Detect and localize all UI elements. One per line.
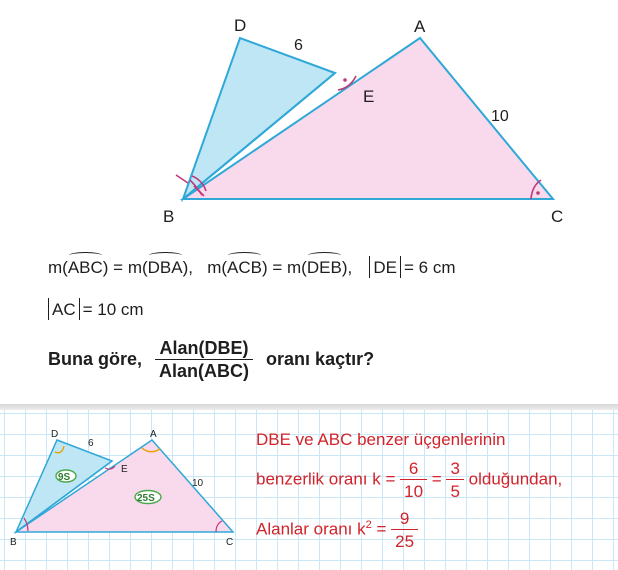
ratio-num-1: 6 bbox=[408, 459, 419, 478]
area-small-text: 9S bbox=[58, 472, 71, 483]
solution-label-e: E bbox=[121, 464, 128, 475]
text-close1: ), bbox=[182, 258, 194, 277]
ratio-fraction-2 bbox=[446, 458, 463, 502]
angle-deb: DEB bbox=[306, 258, 342, 277]
solution-label-ac: 10 bbox=[192, 478, 204, 489]
label-c: C bbox=[551, 207, 564, 226]
text-m2: m( bbox=[207, 258, 228, 277]
area-ratio-den: 25 bbox=[391, 529, 418, 552]
solution-k-label: benzerlik oranı k = bbox=[256, 469, 396, 489]
ratio-fraction-1 bbox=[400, 458, 427, 502]
question-suffix: oranı kaçtır? bbox=[266, 348, 375, 369]
text-eq1: ) = m( bbox=[102, 258, 148, 277]
label-b: B bbox=[163, 207, 175, 226]
ratio-den-1: 10 bbox=[400, 479, 427, 502]
label-de-length: 6 bbox=[294, 37, 303, 54]
area-ratio-equals: = bbox=[371, 519, 387, 539]
question-numerator: Alan(DBE) bbox=[159, 338, 249, 358]
angle-abc: ABC bbox=[67, 258, 103, 277]
value-ac: = 10 cm bbox=[82, 300, 144, 319]
solution-label-a: A bbox=[150, 429, 157, 440]
area-ratio-label: Alanlar oranı k bbox=[256, 519, 366, 539]
ratio-num-2: 3 bbox=[450, 459, 460, 478]
area-ratio-exponent: 2 bbox=[365, 518, 372, 531]
label-a: A bbox=[414, 17, 426, 36]
area-ratio-num: 9 bbox=[399, 509, 410, 528]
ratio-equals: = bbox=[431, 469, 442, 489]
area-big-text: 25S bbox=[137, 493, 155, 504]
ratio-den-2: 5 bbox=[446, 479, 463, 502]
solution-label-de: 6 bbox=[88, 438, 94, 449]
value-de: = 6 cm bbox=[404, 258, 456, 277]
solution-line-2 bbox=[256, 458, 562, 502]
area-ratio-fraction bbox=[391, 508, 418, 552]
text-m1: m( bbox=[48, 258, 68, 277]
solution-line-3 bbox=[256, 508, 418, 552]
segment-ac: AC bbox=[52, 300, 76, 319]
label-d: D bbox=[234, 16, 247, 35]
solution-label-b: B bbox=[10, 537, 17, 548]
solution-label-d: D bbox=[51, 429, 59, 440]
text-eq2: ) = m( bbox=[261, 258, 307, 277]
solution-text-1: DBE ve ABC benzer üçgenlerinin bbox=[256, 430, 506, 449]
question-denominator: Alan(ABC) bbox=[155, 359, 253, 382]
solution-suffix: olduğundan, bbox=[468, 469, 563, 489]
label-e: E bbox=[363, 87, 375, 106]
angle-dba: DBA bbox=[147, 258, 183, 277]
question-prefix: Buna göre, bbox=[48, 348, 143, 369]
segment-de: DE bbox=[373, 258, 397, 277]
text-close2: ), bbox=[341, 258, 353, 277]
label-ac-length: 10 bbox=[491, 108, 509, 125]
solution-label-c: C bbox=[226, 537, 234, 548]
angle-acb: ACB bbox=[227, 258, 262, 277]
solution-line-1 bbox=[256, 430, 505, 450]
